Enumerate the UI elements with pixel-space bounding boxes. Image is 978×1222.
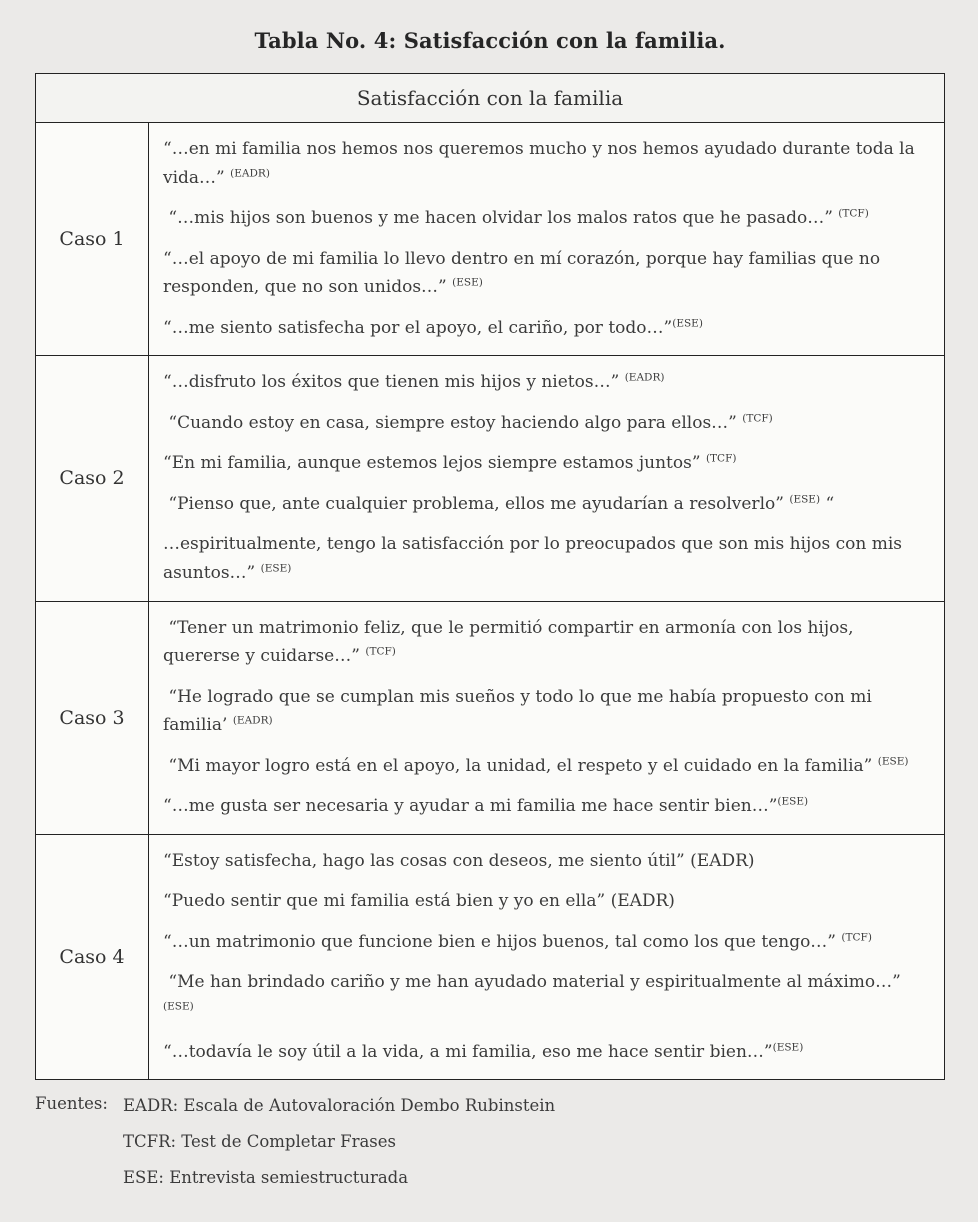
case-label: Caso 4 bbox=[36, 834, 149, 1079]
quote-text: “En mi familia, aunque estemos lejos siempre estamos juntos” bbox=[163, 453, 706, 474]
source-ref: (EADR) bbox=[230, 166, 270, 179]
quote bbox=[163, 968, 934, 1025]
quote bbox=[163, 614, 934, 671]
case-quotes bbox=[149, 834, 945, 1079]
quote-text: “…un matrimonio que funcione bien e hijos buenos, tal como los que tengo…” bbox=[163, 931, 842, 952]
quote-text: …espiritualmente, tengo la satisfacción por lo preocupados que son mis hijos con mis asuntos…” bbox=[163, 534, 908, 584]
quote-text: “…en mi familia nos hemos nos queremos mucho y nos hemos ayudado durante toda la vida…” bbox=[163, 139, 921, 188]
source-definition: TCFR: Test de Completar Frases bbox=[123, 1132, 396, 1152]
source-definition: ESE: Entrevista semiestructurada bbox=[123, 1167, 409, 1187]
quote-text: “Puedo sentir que mi familia está bien y yo en ella” bbox=[163, 891, 611, 912]
source-ref: (ESE) bbox=[163, 1000, 194, 1013]
table-row bbox=[36, 356, 945, 601]
case-quotes bbox=[149, 123, 945, 356]
source-ref: (EADR) bbox=[690, 850, 755, 871]
source-ref: (ESE) bbox=[672, 317, 703, 330]
quote-text: “Estoy satisfecha, hago las cosas con deseos, me siento útil” bbox=[163, 850, 691, 871]
table-row bbox=[36, 834, 945, 1079]
quote-text: “Me han brindado cariño y me han ayudado material y espiritualmente al máximo…” bbox=[163, 972, 907, 993]
quote-text: “…me siento satisfecha por el apoyo, el cariño, por todo…” bbox=[163, 317, 673, 338]
table-title: Tabla No. 4: Satisfacción con la familia. bbox=[254, 28, 726, 53]
quote bbox=[163, 792, 934, 821]
quote bbox=[163, 847, 934, 876]
source-ref: (TCF) bbox=[705, 452, 737, 465]
quote bbox=[163, 928, 934, 957]
quote bbox=[163, 1038, 934, 1067]
case-label: Caso 2 bbox=[36, 356, 149, 601]
quote-text: “…mis hijos son buenos y me hacen olvidar los malos ratos que he pasado…” bbox=[163, 208, 839, 229]
quote-text: “Cuando estoy en casa, siempre estoy haciendo algo para ellos…” bbox=[163, 412, 743, 433]
quote bbox=[163, 204, 934, 233]
quote-text: “…disfruto los éxitos que tienen mis hijos y nietos…” bbox=[163, 372, 625, 393]
source-ref: (EADR) bbox=[610, 891, 675, 912]
table-row bbox=[36, 601, 945, 834]
quote-suffix: “ bbox=[820, 493, 835, 514]
source-definition: EADR: Escala de Autovaloración Dembo Rubinstein bbox=[123, 1096, 556, 1116]
quote bbox=[163, 530, 934, 587]
source-ref: (EADR) bbox=[624, 371, 665, 384]
table-row bbox=[36, 123, 945, 356]
quote-text: “Tener un matrimonio feliz, que le permitió compartir en armonía con los hijos, quererse y cuidarse…” bbox=[163, 617, 859, 667]
satisfaction-table bbox=[35, 73, 945, 1080]
source-ref: (ESE) bbox=[452, 276, 483, 289]
quote bbox=[163, 683, 934, 740]
source-ref: (EADR) bbox=[232, 714, 273, 727]
case-label: Caso 3 bbox=[36, 601, 149, 834]
quote bbox=[163, 368, 934, 397]
quote-text: “Mi mayor logro está en el apoyo, la unidad, el respeto y el cuidado en la familia” bbox=[163, 755, 878, 776]
sources-label: Fuentes: bbox=[35, 1094, 108, 1114]
sources-list bbox=[123, 1094, 555, 1202]
quote-text: “…me gusta ser necesaria y ayudar a mi familia me hace sentir bien…” bbox=[163, 796, 778, 817]
quote-text: “Pienso que, ante cualquier problema, ellos me ayudarían a resolverlo” bbox=[163, 493, 790, 514]
quote-text: “…todavía le soy útil a la vida, a mi familia, eso me hace sentir bien…” bbox=[163, 1041, 773, 1062]
source-ref: (ESE) bbox=[772, 1040, 804, 1053]
case-label: Caso 1 bbox=[36, 123, 149, 356]
quote bbox=[163, 314, 934, 343]
quote bbox=[163, 490, 934, 519]
source-ref: (TCF) bbox=[742, 412, 773, 425]
quote bbox=[163, 409, 934, 438]
source-ref: (TCF) bbox=[838, 207, 869, 220]
case-quotes bbox=[149, 601, 945, 834]
source-ref: (ESE) bbox=[777, 795, 809, 808]
quote-text: “He logrado que se cumplan mis sueños y todo lo que me había propuesto con mi familia’ bbox=[163, 686, 878, 736]
quote bbox=[163, 752, 934, 781]
source-ref: (ESE) bbox=[877, 755, 909, 768]
quote-text: “…el apoyo de mi familia lo llevo dentro en mí corazón, porque hay familias que no responden, que no son unidos…” bbox=[163, 248, 886, 298]
table-header: Satisfacción con la familia bbox=[36, 74, 945, 123]
source-ref: (ESE) bbox=[260, 562, 292, 575]
source-ref: (TCF) bbox=[841, 931, 872, 944]
case-quotes bbox=[149, 356, 945, 601]
source-ref: (ESE) bbox=[789, 493, 821, 506]
quote bbox=[163, 135, 934, 192]
source-ref: (TCF) bbox=[365, 645, 396, 658]
table-header-row bbox=[36, 74, 945, 123]
case-rows bbox=[36, 123, 945, 1080]
quote bbox=[163, 887, 934, 916]
quote bbox=[163, 245, 934, 302]
sources-footer bbox=[35, 1094, 945, 1202]
quote bbox=[163, 449, 934, 478]
